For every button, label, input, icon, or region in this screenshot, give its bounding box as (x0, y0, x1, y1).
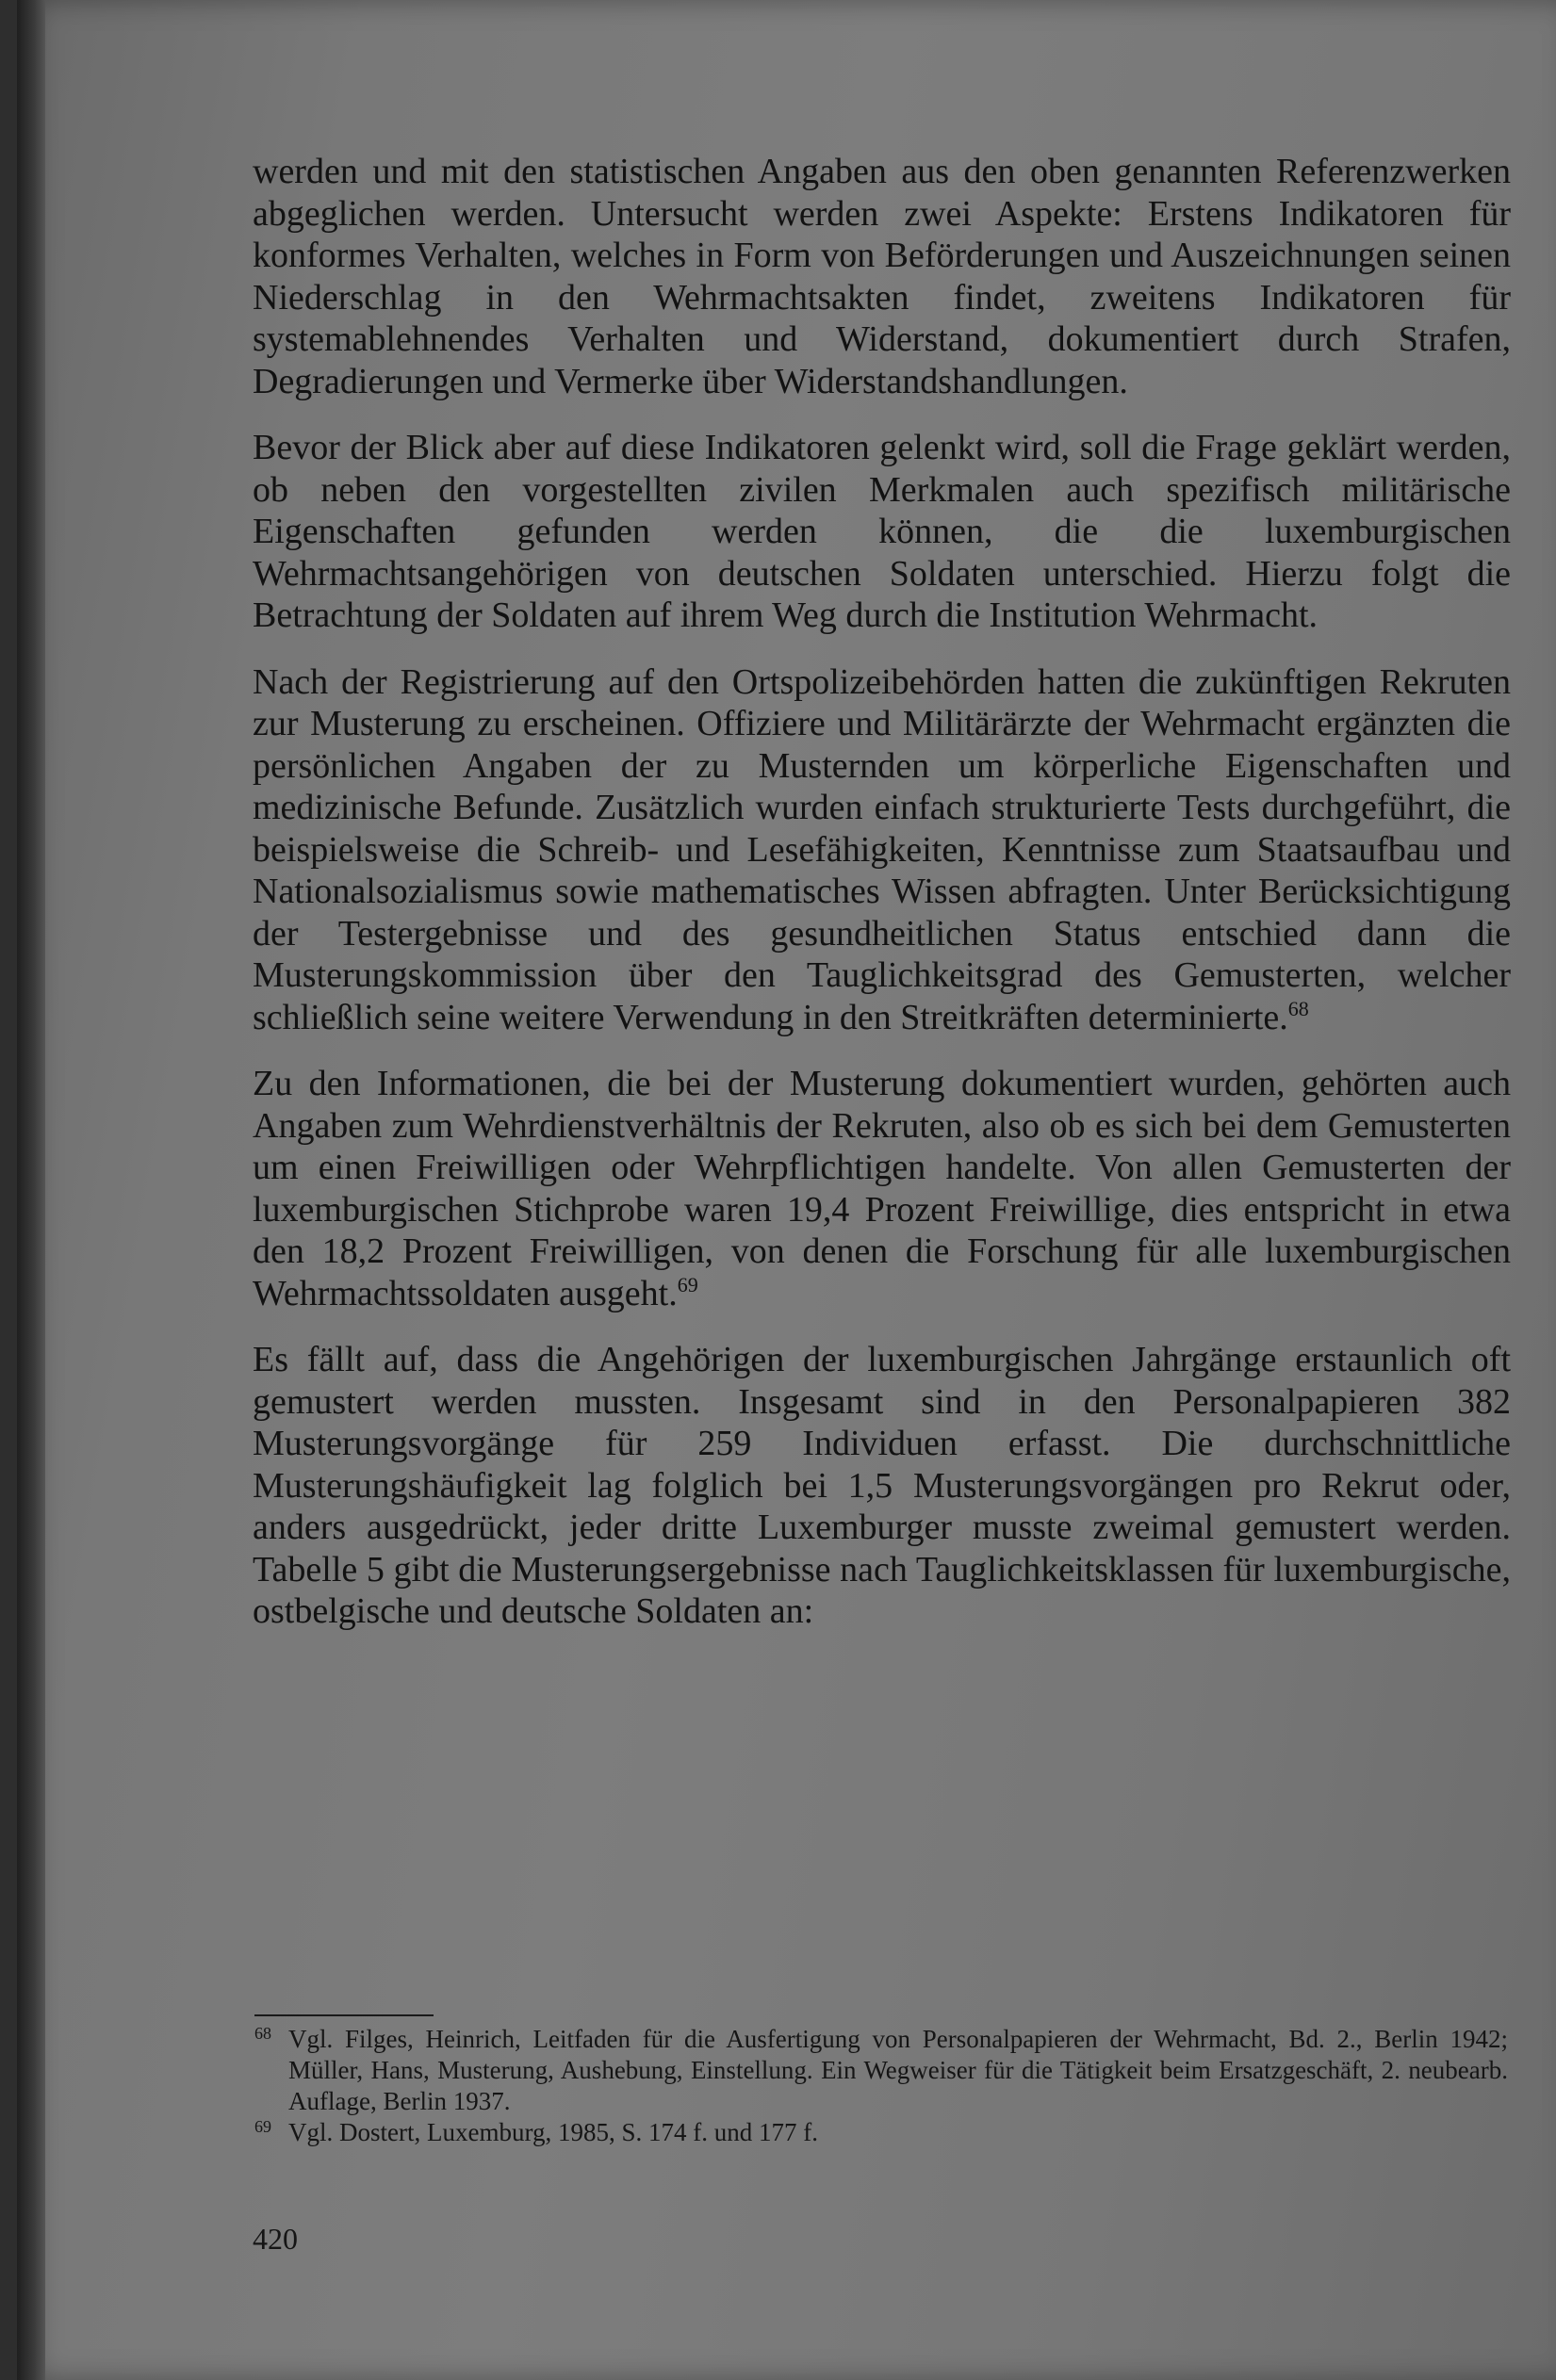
paragraph-5 (253, 1339, 1511, 1633)
footnote-ref-68: 68 (1287, 996, 1309, 1020)
paragraph-2 (253, 427, 1511, 637)
footnote-69 (254, 2117, 1508, 2148)
paragraph-3 (253, 661, 1511, 1039)
footnote-text: Vgl. Filges, Heinrich, Leitfaden für die Ausfertigung von Personalpapieren der Wehrmacht, Bd. 2., Berlin 1942; Müller, Hans, Musterung, Aushebung, Einstellung. Ein Wegweiser für die Tätigkeit beim Ersatzgeschäft, 2. neubearb. Auflage, Berlin 1937. (288, 2025, 1508, 2115)
paragraph-4 (253, 1063, 1511, 1314)
paragraph-3-text: Nach der Registrierung auf den Ortspolizeibehörden hatten die zukünftigen Rekruten zur Musterung zu erscheinen. Offiziere und Militärärzte der Wehrmacht ergänzten die persönlichen Angaben der zu Musternden um körperliche Eigenschaften und medizinische Befunde. Zusätzlich wurden einfach strukturierte Tests durchgeführt, die beispielsweise die Schreib- und Lesefähigkeiten, Kenntnisse zum Staatsaufbau und Nationalsozialismus sowie mathematisches Wissen abfragten. Unter Berücksichtigung der Testergebnisse und des gesundheitlichen Status entschied dann die Musterungskommission über den Tauglichkeitsgrad des Gemusterten, welcher schließlich seine weitere Verwendung in den Streitkräften determinierte. (253, 661, 1511, 1037)
footnote-divider (254, 2014, 434, 2016)
page-number: 420 (253, 2222, 298, 2256)
footnote-ref-69: 69 (677, 1272, 698, 1296)
paragraph-5-text: Es fällt auf, dass die Angehörigen der luxemburgischen Jahrgänge erstaunlich oft gemustert werden mussten. Insgesamt sind in den Personalpapieren 382 Musterungsvorgänge für 259 Individuen erfasst. Die durchschnittliche Musterungshäufigkeit lag folglich bei 1,5 Musterungsvorgängen pro Rekrut oder, anders ausgedrückt, jeder dritte Luxemburger musste zweimal gemustert werden. Tabelle 5 gibt die Musterungsergebnisse nach Tauglichkeitsklassen für luxemburgische, ostbelgische und deutsche Soldaten an: (253, 1340, 1511, 1631)
footnote-number: 68 (254, 2024, 271, 2043)
body-text (253, 151, 1511, 1657)
footnote-68 (254, 2024, 1508, 2117)
footnotes (254, 2024, 1508, 2148)
footnote-number: 69 (254, 2117, 271, 2136)
paragraph-1 (253, 151, 1511, 402)
paragraph-1-text: werden und mit den statistischen Angaben aus den oben genannten Referenzwerken abgeglichen werden. Untersucht werden zwei Aspekte: Erstens Indikatoren für konformes Verhalten, welches in Form von Beförderungen und Auszeichnungen seinen Niederschlag in den Wehrmachtsakten findet, zweitens Indikatoren für systemablehnendes Verhalten und Widerstand, dokumentiert durch Strafen, Degradierungen und Vermerke über Widerstandshandlungen. (253, 152, 1511, 401)
footnote-text: Vgl. Dostert, Luxemburg, 1985, S. 174 f. und 177 f. (288, 2118, 818, 2146)
paragraph-4-text: Zu den Informationen, die bei der Musterung dokumentiert wurden, gehörten auch Angaben zum Wehrdienstverhältnis der Rekruten, also ob es sich bei dem Gemusterten um einen Freiwilligen oder Wehrpflichtigen handelte. Von allen Gemusterten der luxemburgischen Stichprobe waren 19,4 Prozent Freiwillige, dies entspricht in etwa den 18,2 Prozent Freiwilligen, von denen die Forschung für alle luxemburgischen Wehrmachtssoldaten ausgeht. (253, 1064, 1511, 1313)
book-gutter (17, 0, 45, 2380)
paragraph-2-text: Bevor der Blick aber auf diese Indikatoren gelenkt wird, soll die Frage geklärt werden, ob neben den vorgestellten zivilen Merkmalen auch spezifisch militärische Eigenschaften gefunden werden können, die die luxemburgischen Wehrmachtsangehörigen von deutschen Soldaten unterschied. Hierzu folgt die Betrachtung der Soldaten auf ihrem Weg durch die Institution Wehrmacht. (253, 428, 1511, 635)
